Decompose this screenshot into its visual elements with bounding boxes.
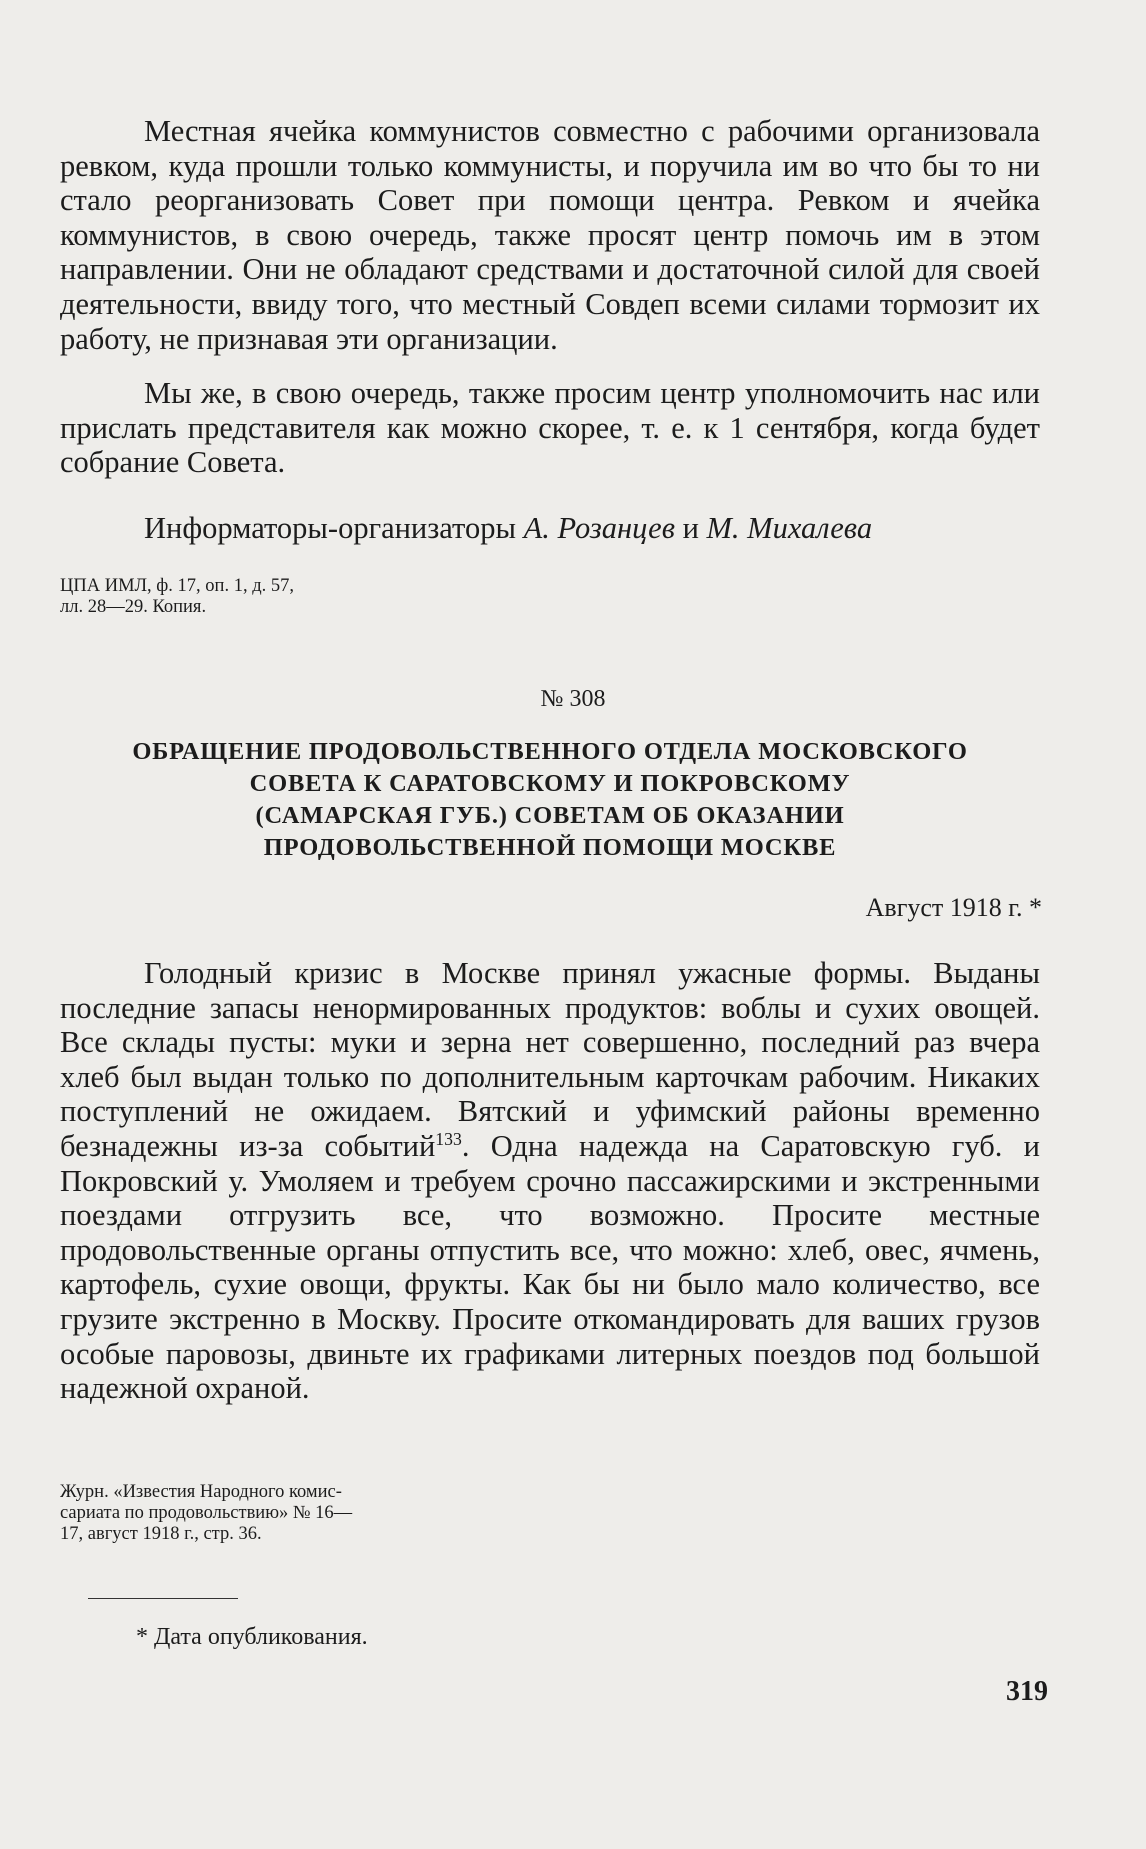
paragraph-3-text-before: Голодный кризис в Москве принял ужасные формы. Выданы последние запасы ненормированных продуктов: воблы и сухих овощей. Все склады пусты: муки и зерна нет совершенно, последний раз вчера хлеб был выдан только по дополнительным карточкам рабочим. Никаких поступлений не ожидаем. Вятский и уфимский районы временно безнадежны из-за событий: [60, 956, 1040, 1163]
journal-source-citation: [60, 1482, 352, 1545]
document-number: № 308: [540, 686, 606, 712]
signature-line: [144, 510, 1044, 546]
body-paragraph-3: [60, 956, 1040, 1406]
footnote-text: * Дата опубликования.: [136, 1624, 368, 1650]
heading-line-1: ОБРАЩЕНИЕ ПРОДОВОЛЬСТВЕННОГО ОТДЕЛА МОСКОВСКОГО: [132, 738, 968, 765]
signature-conjunction: и: [674, 511, 707, 545]
journal-source-line-2: сариата по продовольствию» № 16—: [60, 1503, 353, 1523]
signature-name-2: М. Михалева: [706, 511, 873, 545]
footnote-reference-133: 133: [435, 1128, 462, 1149]
footnote-divider: [88, 1598, 238, 1599]
body-paragraph-2: Мы же, в свою очередь, также просим центр уполномочить нас или прислать представителя как можно скорее, т. е. к 1 сентября, когда будет собрание Совета.: [60, 376, 1040, 480]
document-date: Август 1918 г. *: [865, 893, 1042, 922]
document-heading: [60, 736, 1040, 864]
heading-line-2: СОВЕТА К САРАТОВСКОМУ И ПОКРОВСКОМУ: [249, 770, 851, 797]
heading-line-3: (САМАРСКАЯ ГУБ.) СОВЕТАМ ОБ ОКАЗАНИИ: [255, 802, 845, 829]
signature-prefix: Информаторы-организаторы: [144, 511, 524, 545]
archive-source-line-1: ЦПА ИМЛ, ф. 17, оп. 1, д. 57,: [60, 576, 294, 596]
signature-name-1: А. Розанцев: [523, 511, 675, 545]
archive-source-line-2: лл. 28—29. Копия.: [60, 597, 207, 617]
journal-source-line-3: 17, август 1918 г., стр. 36.: [60, 1524, 262, 1544]
page-number: 319: [1006, 1676, 1048, 1707]
body-paragraph-1: Местная ячейка коммунистов совместно с рабочими организовала ревком, куда прошли только коммунисты, и поручила им во что бы то ни стало реорганизовать Совет при помощи центра. Ревком и ячейка коммунистов, в свою очередь, также просят центр помочь им в этом направлении. Они не обладают средствами и достаточной силой для своей деятельности, ввиду того, что местный Совдеп всеми силами тормозит их работу, не признавая эти организации.: [60, 114, 1040, 356]
archive-source-citation: [60, 576, 294, 618]
journal-source-line-1: Журн. «Известия Народного комис-: [60, 1482, 342, 1502]
paragraph-3-text-after: . Одна надежда на Саратовскую губ. и Покровский у. Умоляем и требуем срочно пассажирскими и экстренными поездами отгрузить все, что возможно. Просите местные продовольственные органы отпустить все, что можно: хлеб, овес, ячмень, картофель, сухие овощи, фрукты. Как бы ни было мало количество, все грузите экстренно в Москву. Просите откомандировать для ваших грузов особые паровозы, двиньте их графиками литерных поездов под большой надежной охраной.: [60, 1128, 1040, 1406]
heading-line-4: ПРОДОВОЛЬСТВЕННОЙ ПОМОЩИ МОСКВЕ: [263, 834, 837, 861]
